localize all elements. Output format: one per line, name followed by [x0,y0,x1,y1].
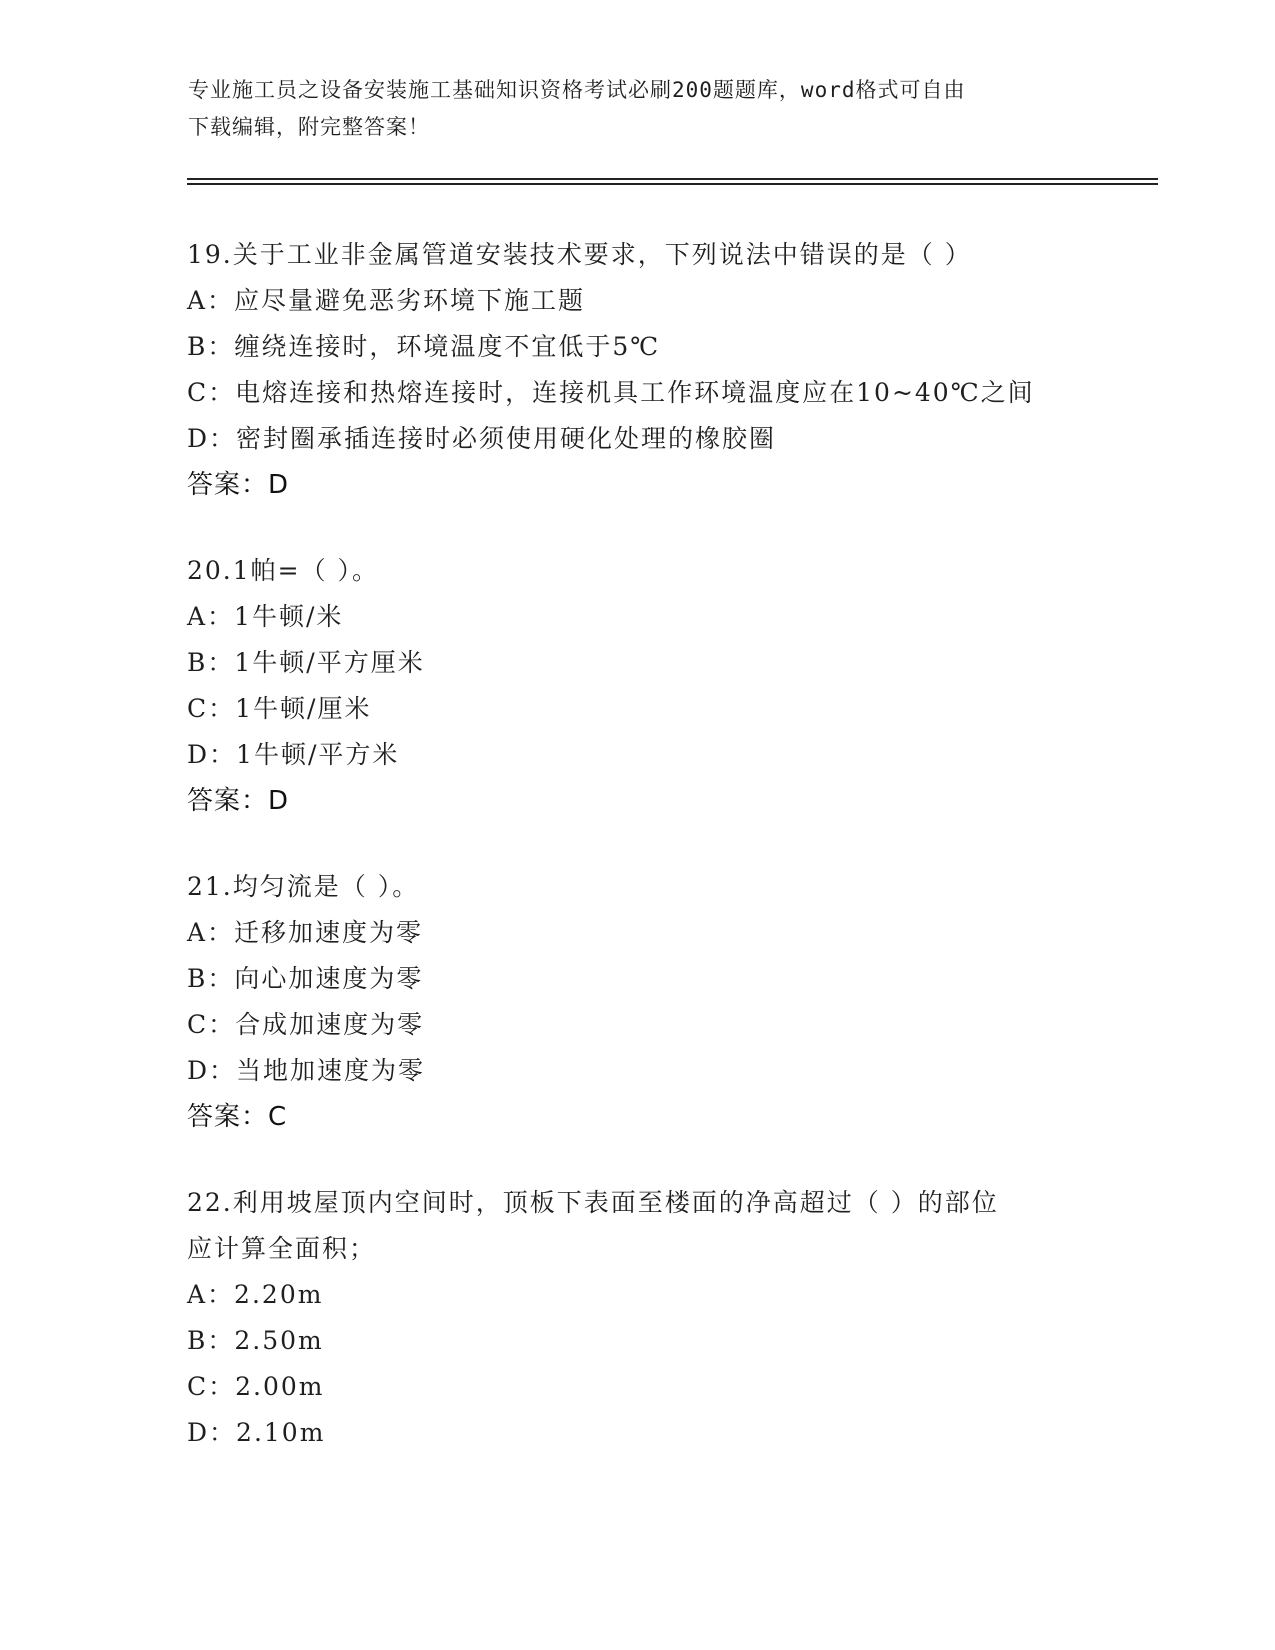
question-block [187,1180,1187,1456]
header-divider-top [187,178,1158,180]
answer-option: A：迁移加速度为零 [187,918,424,947]
answer-key: 答案：D [187,786,290,816]
header-line-1: 专业施工员之设备安装施工基础知识资格考试必刷200题题库，word格式可自由 [188,78,966,102]
question-stem: 应计算全面积； [187,1234,377,1263]
answer-option: D：密封圈承插连接时必须使用硬化处理的橡胶圈 [187,424,777,453]
answer-option: B：2.50m [187,1326,324,1355]
answer-option: D：1牛顿/平方米 [187,740,400,769]
document-header [188,72,1068,146]
answer-key: 答案：C [187,1102,288,1132]
answer-option: C：2.00m [187,1372,325,1401]
answer-option: D：2.10m [187,1418,326,1447]
answer-option: A：2.20m [187,1280,324,1309]
question-stem: 19.关于工业非金属管道安装技术要求，下列说法中错误的是（ ） [187,240,972,269]
answer-option: B：缠绕连接时，环境温度不宜低于5℃ [187,332,661,361]
answer-option: C：合成加速度为零 [187,1010,425,1039]
answer-option: B：向心加速度为零 [187,964,424,993]
question-stem: 20.1帕=（ ）。 [187,556,380,585]
question-stem: 21.均匀流是（ ）。 [187,872,420,901]
answer-option: C：电熔连接和热熔连接时，连接机具工作环境温度应在10~40℃之间 [187,378,1035,407]
answer-option: C：1牛顿/厘米 [187,694,372,723]
question-block [187,864,1187,1140]
header-line-2: 下载编辑，附完整答案！ [188,115,430,139]
question-list [187,232,1187,1496]
question-block [187,232,1187,508]
answer-option: B：1牛顿/平方厘米 [187,648,425,677]
answer-option: D：当地加速度为零 [187,1056,426,1085]
answer-key: 答案：D [187,470,290,500]
answer-option: A：1牛顿/米 [187,602,344,631]
header-divider-bottom [187,183,1158,185]
question-stem: 22.利用坡屋顶内空间时，顶板下表面至楼面的净高超过（ ）的部位 [187,1188,999,1217]
question-block [187,548,1187,824]
answer-option: A：应尽量避免恶劣环境下施工题 [187,286,586,315]
